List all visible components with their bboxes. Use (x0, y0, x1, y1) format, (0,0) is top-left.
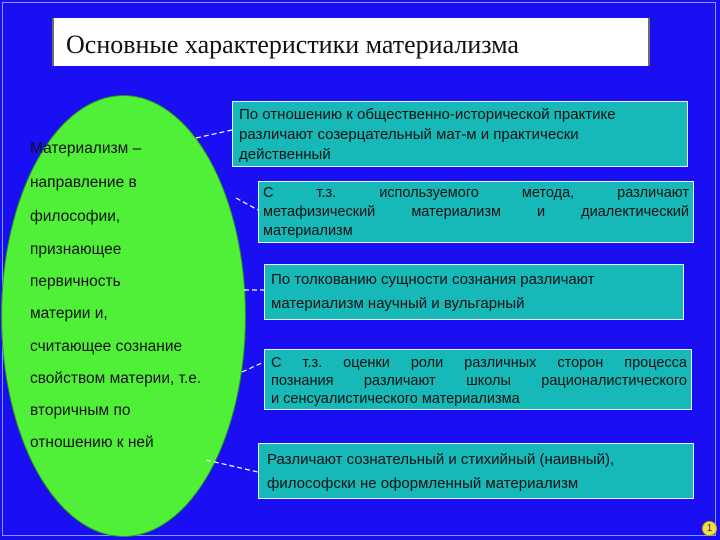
box-line: С т.з. используемого метода, различают (263, 185, 689, 201)
classification-box-consciousness (264, 264, 684, 320)
definition-line: Материализм – (30, 140, 142, 157)
box-line: По отношению к общественно-исторической практике (239, 106, 616, 123)
box-line: С т.з. оценки роли различных сторон процесса (271, 355, 687, 371)
definition-line: вторичным по (30, 402, 131, 419)
definition-line: первичность (30, 273, 121, 290)
box-line: материализм (263, 223, 353, 239)
definition-line: философии, (30, 208, 121, 225)
definition-line: свойством материи, т.е. (30, 370, 202, 387)
classification-box-awareness (258, 443, 694, 499)
box-line: различают созерцательный мат-м и практически (239, 126, 579, 143)
definition-line: материи и, (30, 305, 108, 322)
box-line: По толкованию сущности сознания различают (271, 271, 595, 288)
page-number-badge: 1 (702, 521, 717, 536)
box-line: и сенсуалистического материализма (271, 391, 520, 407)
classification-box-method (258, 181, 694, 243)
classification-box-cognition (264, 349, 692, 410)
box-line: действенный (239, 146, 331, 163)
box-line: Различают сознательный и стихийный (наивный), (267, 451, 615, 468)
definition-line: отношению к ней (30, 434, 154, 451)
definition-line: считающее сознание (30, 338, 183, 355)
box-line: материализм научный и вульгарный (271, 295, 525, 312)
box-line: познания различают школы рационалистического (271, 373, 687, 389)
definition-line: признающее (30, 241, 122, 258)
title-box (52, 18, 650, 66)
definition-line: направление в (30, 174, 137, 191)
box-line: философски не оформленный материализм (267, 475, 579, 492)
box-line: метафизический материализм и диалектический (263, 204, 689, 220)
slide-title: Основные характеристики материализма (66, 30, 519, 59)
classification-box-practice (232, 101, 688, 167)
